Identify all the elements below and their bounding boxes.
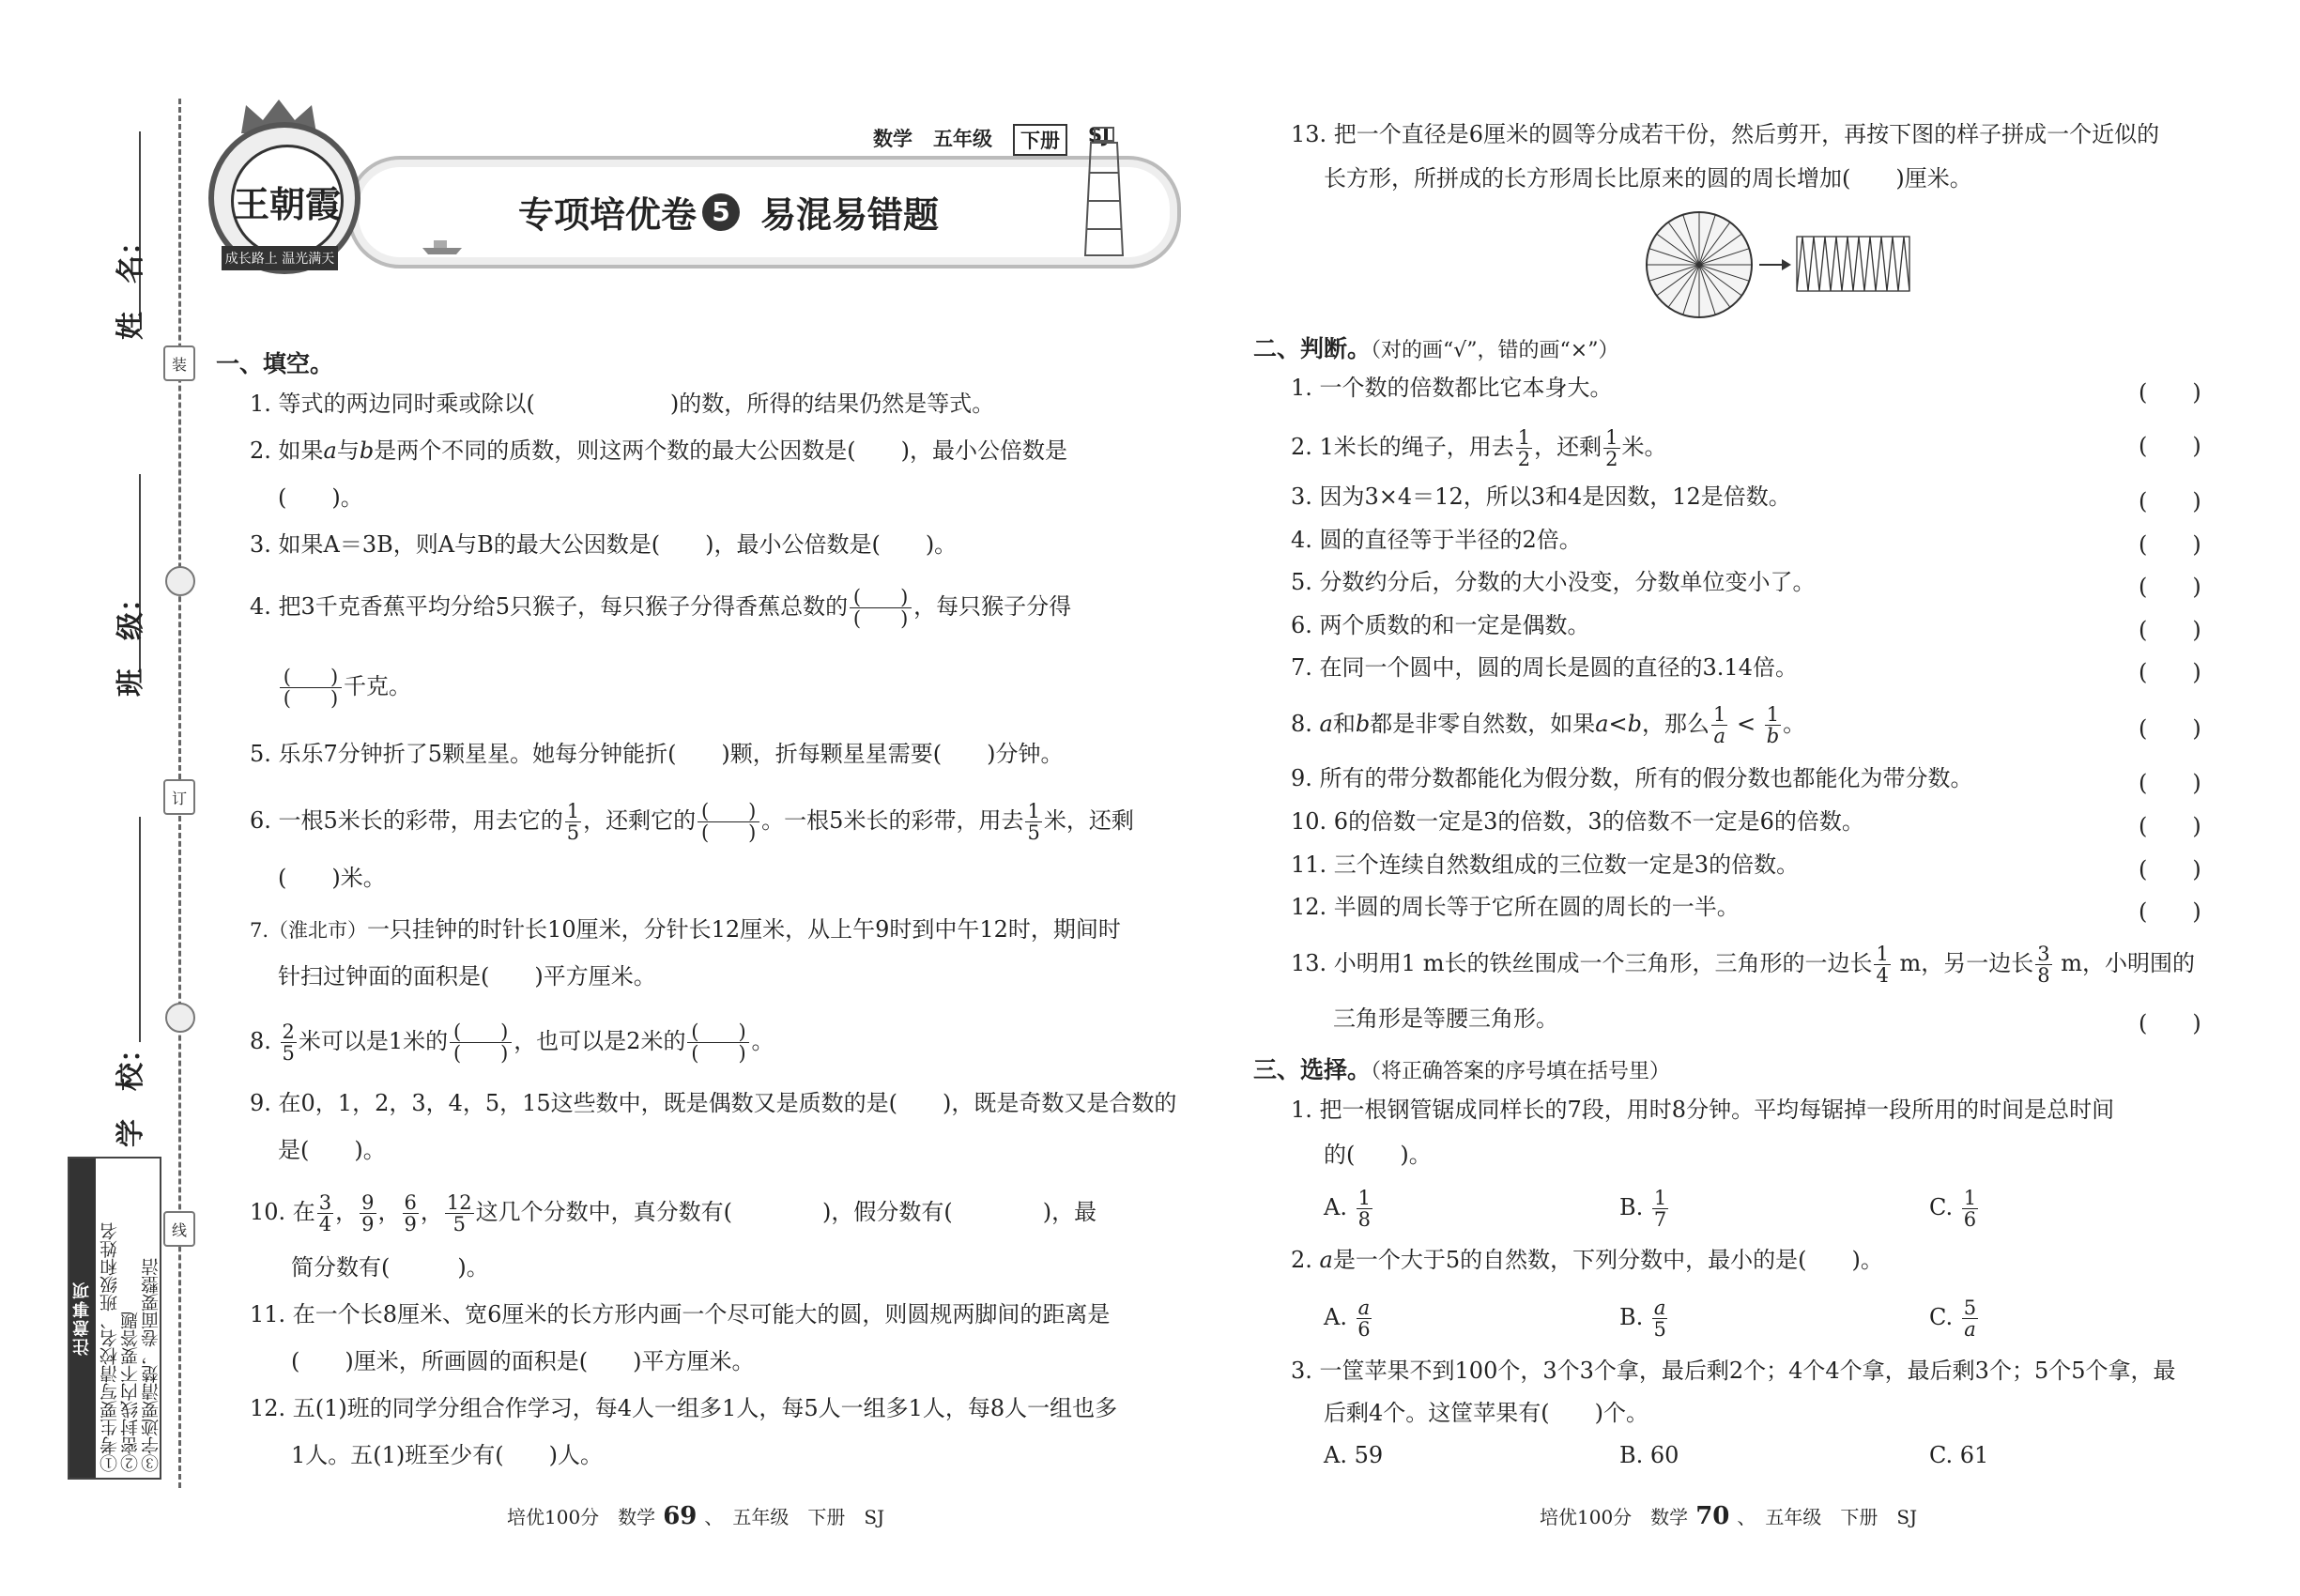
judge-q13-cont: 三角形是等腰三角形。 <box>1333 1005 1558 1032</box>
answer-blank[interactable]: ( ) <box>2139 1010 2201 1036</box>
fill-q12: 12. 五(1)班的同学分组合作学习，每4人一组多1人，每5人一组多1人，每8人一组也多 <box>250 1395 1118 1421</box>
judge-q1: 1. 一个数的倍数都比它本身大。 <box>1291 375 1613 401</box>
footer-right: 培优100分 数学 70 、 五年级 下册 SJ <box>1540 1502 1918 1530</box>
footer-left: 培优100分 数学 69 、 五年级 下册 SJ <box>507 1502 885 1530</box>
answer-blank[interactable]: ( ) <box>2139 770 2201 796</box>
school-label: 学 校： <box>115 1035 147 1147</box>
choice-section-heading: 三、选择。（将正确答案的序号填在括号里） <box>1253 1056 1671 1083</box>
choice-q1: 1. 把一根钢管锯成同样长的7段，用时8分钟。平均每锯掉一段所用的时间是总时间 <box>1291 1097 2115 1123</box>
fill-q4-cont: $\frac{( )}{( )}$ 千克。 <box>278 667 411 709</box>
lighthouse-icon <box>1080 126 1128 257</box>
answer-blank[interactable]: ( ) <box>2139 617 2201 643</box>
fill-q5: 5. 乐乐7分钟折了5颗星星。她每分钟能折( )颗，折每颗星星需要( )分钟。 <box>250 741 1064 767</box>
choice-q2: 2. a是一个大于5的自然数，下列分数中，最小的是( )。 <box>1291 1247 1883 1273</box>
circle-to-rectangle-figure <box>1643 208 1915 321</box>
choice-q3-option-c[interactable]: C. 61 <box>1929 1442 1989 1468</box>
judge-section-heading: 二、判断。（对的画“√”，错的画“×”） <box>1253 335 1619 362</box>
judge-q10: 10. 6的倍数一定是3的倍数，3的倍数不一定是6的倍数。 <box>1291 808 1864 835</box>
fill-q2-cont: ( )。 <box>278 484 363 511</box>
answer-blank[interactable]: ( ) <box>2139 813 2201 839</box>
title-number: 5 <box>702 193 740 231</box>
answer-blank[interactable]: ( ) <box>2139 574 2201 600</box>
choice-q2-option-b[interactable]: B. $\frac{a}{5}$ <box>1619 1297 1666 1341</box>
ship-icon <box>421 237 464 255</box>
fill-q9: 9. 在0，1，2，3，4，5，15这些数中，既是偶数又是质数的是( )，既是奇数又是合数的 <box>250 1090 1177 1116</box>
judge-q4: 4. 圆的直径等于半径的2倍。 <box>1291 527 1582 553</box>
answer-blank[interactable]: ( ) <box>2139 856 2201 882</box>
judge-q12: 12. 半圆的周长等于它所在圆的周长的一半。 <box>1291 894 1740 920</box>
choice-q1-option-c[interactable]: C. $\frac{1}{6}$ <box>1929 1187 1977 1231</box>
fill-q10-cont: 简分数有( )。 <box>291 1254 489 1281</box>
fill-q2: 2. 如果a与b是两个不同的质数，则这两个数的最大公因数是( )，最小公倍数是 <box>250 437 1067 464</box>
judge-q7: 7. 在同一个圆中，圆的周长是圆的直径的3.14倍。 <box>1291 654 1798 681</box>
header-tags <box>873 124 1110 156</box>
answer-blank[interactable]: ( ) <box>2139 659 2201 685</box>
fill-q4: 4. 把3千克香蕉平均分给5只猴子，每只猴子分得香蕉总数的 $\frac{( )}{( )}$ ，每只猴子分得 <box>250 586 1072 630</box>
notice-title: 注意事项 <box>69 1159 96 1478</box>
notice-body <box>98 1159 160 1478</box>
title-suffix: 易混易错题 <box>760 194 940 236</box>
binding-ring <box>165 566 195 596</box>
judge-q2: 2. 1米长的绳子，用去 $\frac{1}{2}$ ，还剩 $\frac{1}{2}$ 米。 <box>1291 426 1667 470</box>
answer-blank[interactable]: ( ) <box>2139 715 2201 742</box>
grade-tag: 五年级 <box>933 128 992 150</box>
judge-q5: 5. 分数约分后，分数的大小没变，分数单位变小了。 <box>1291 569 1816 595</box>
choice-q2-option-c[interactable]: C. $\frac{5}{a}$ <box>1929 1297 1977 1341</box>
fill-q12-cont: 1人。五(1)班至少有( )人。 <box>291 1442 603 1468</box>
judge-q11: 11. 三个连续自然数组成的三位数一定是3的倍数。 <box>1291 852 1800 878</box>
choice-q1-cont: 的( )。 <box>1324 1142 1432 1168</box>
answer-blank[interactable]: ( ) <box>2139 531 2201 558</box>
class-label: 班 级： <box>115 584 147 697</box>
answer-blank[interactable]: ( ) <box>2139 898 2201 925</box>
choice-q2-option-a[interactable]: A. $\frac{a}{6}$ <box>1324 1297 1371 1341</box>
fill-q3: 3. 如果A＝3B，则A与B的最大公因数是( )，最小公倍数是( )。 <box>250 531 958 558</box>
fill-q7-cont: 针扫过钟面的面积是( )平方厘米。 <box>278 963 656 990</box>
fill-q13-cont: 长方形，所拼成的长方形周长比原来的圆的周长增加( )厘米。 <box>1324 165 1972 192</box>
choice-q1-option-a[interactable]: A. $\frac{1}{8}$ <box>1324 1187 1371 1231</box>
fill-q1: 1. 等式的两边同时乘或除以( )的数，所得的结果仍然是等式。 <box>250 391 995 417</box>
fill-section-heading: 一、填空。 <box>216 350 334 377</box>
title-prefix: 专项培优卷 <box>518 194 698 236</box>
choice-q1-option-b[interactable]: B. $\frac{1}{7}$ <box>1619 1187 1667 1231</box>
notice-item: ①考生要写清校名、班级和姓名 <box>100 1222 120 1472</box>
choice-q3-option-b[interactable]: B. 60 <box>1619 1442 1679 1468</box>
sliced-circle <box>1647 212 1752 317</box>
binding-mark-zhuang: 装 <box>163 345 195 381</box>
approx-rectangle <box>1797 237 1909 291</box>
answer-blank[interactable]: ( ) <box>2139 379 2201 406</box>
brand-name: 王朝霞 <box>231 145 344 257</box>
choice-q3: 3. 一筐苹果不到100个，3个3个拿，最后剩2个；4个4个拿，最后剩3个；5个5个拿，最 <box>1291 1358 2176 1384</box>
page-title <box>518 186 939 238</box>
fill-q10: 10. 在 $\frac{3}{4}$ ， $\frac{9}{9}$ ， $\frac{6}{9}$ ， $\frac{12}{5}$ 这几个分数中，真分数有( )，假分数有( )，最 <box>250 1191 1097 1235</box>
arrow-icon <box>1759 259 1791 270</box>
page-number: 70 <box>1695 1502 1730 1530</box>
judge-q6: 6. 两个质数的和一定是偶数。 <box>1291 612 1590 638</box>
fill-q6: 6. 一根5米长的彩带，用去它的 $\frac{1}{5}$ ，还剩它的 $\frac{( )}{( )}$ 。一根5米长的彩带，用去 $\frac{1}{5}$ 米，还剩 <box>250 800 1134 844</box>
fill-q11: 11. 在一个长8厘米、宽6厘米的长方形内画一个尽可能大的圆，则圆规两脚间的距离是 <box>250 1301 1111 1327</box>
volume-tag: 下册 <box>1013 124 1067 156</box>
name-label: 姓 名： <box>115 227 147 340</box>
edition-tag: SJ <box>1088 124 1110 146</box>
binding-ring <box>165 1003 195 1033</box>
binding-mark-ding: 订 <box>163 779 195 815</box>
notice-box <box>68 1157 161 1480</box>
subject-tag: 数学 <box>873 128 912 150</box>
page-number: 69 <box>663 1502 698 1530</box>
notice-item: ②密封线内不要答题 <box>120 1312 141 1472</box>
answer-blank[interactable]: ( ) <box>2139 488 2201 514</box>
judge-q9: 9. 所有的带分数都能化为假分数，所有的假分数也都能化为带分数。 <box>1291 765 1973 791</box>
fill-q9-cont: 是( )。 <box>278 1137 386 1163</box>
school-underline <box>139 817 141 1042</box>
fill-q6-cont: ( )米。 <box>278 865 386 891</box>
judge-q8: 8. a和b都是非零自然数，如果a<b，那么 $\frac{1}{a}$ < $\frac{1}{b}$ 。 <box>1291 703 1806 747</box>
choice-q3-cont: 后剩4个。这筐苹果有( )个。 <box>1324 1400 1648 1426</box>
brand-slogan: 成长路上 温光满天 <box>222 246 338 270</box>
fill-q8: 8. $\frac{2}{5}$ 米可以是1米的 $\frac{( )}{( )}$ ，也可以是2米的 $\frac{( )}{( )}$ 。 <box>250 1021 774 1065</box>
judge-q13: 13. 小明用1 m长的铁丝围成一个三角形，三角形的一边长 $\frac{1}{4}$ m，另一边长 $\frac{3}{8}$ m，小明围的 <box>1291 943 2195 987</box>
notice-item: ③字迹要清楚，卷面要整洁 <box>141 1258 161 1472</box>
judge-q3: 3. 因为3×4＝12，所以3和4是因数，12是倍数。 <box>1291 483 1791 510</box>
fill-q11-cont: ( )厘米，所画圆的面积是( )平方厘米。 <box>291 1348 755 1374</box>
answer-blank[interactable]: ( ) <box>2139 433 2201 459</box>
choice-q3-option-a[interactable]: A. 59 <box>1324 1442 1384 1468</box>
fill-q13: 13. 把一个直径是6厘米的圆等分成若干份，然后剪开，再按下图的样子拼成一个近似的 <box>1291 121 2160 147</box>
binding-mark-xian: 线 <box>163 1211 195 1247</box>
fill-q7: 7.（淮北市）一只挂钟的时针长10厘米，分针长12厘米，从上午9时到中午12时，期间时 <box>250 916 1121 943</box>
